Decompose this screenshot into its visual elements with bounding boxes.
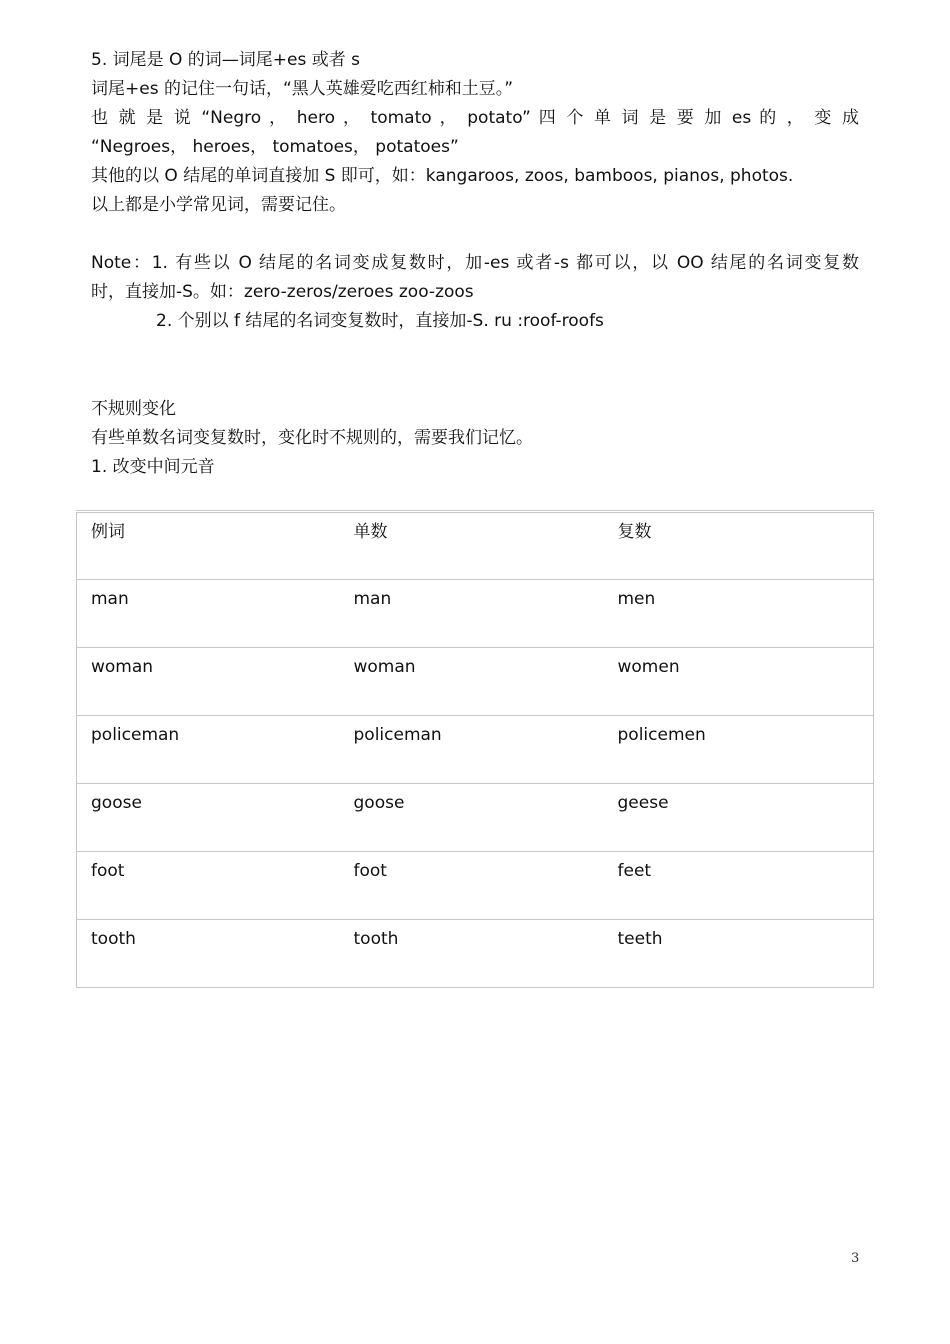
singular-cell: goose <box>340 784 604 852</box>
plural-cell: men <box>604 580 874 648</box>
example-word-cell: tooth <box>91 929 136 949</box>
section-5-heading: 5. 词尾是 O 的词—词尾+es 或者 s <box>91 50 361 70</box>
irregular-intro: 有些单数名词变复数时，变化时不规则的，需要我们记忆。 <box>91 428 533 448</box>
singular-cell: man <box>340 580 604 648</box>
example-word-cell: foot <box>77 852 340 920</box>
mnemonic-sentence: 词尾+es 的记住一句话，“黑人英雄爱吃西红柿和土豆。” <box>91 79 514 99</box>
table-row <box>77 716 874 784</box>
table-row <box>77 648 874 716</box>
table-row <box>77 852 874 920</box>
plural-cell: geese <box>604 784 874 852</box>
header-singular: 单数 <box>340 512 604 580</box>
irregular-plural-table <box>76 510 874 988</box>
header-plural: 复数 <box>604 512 874 580</box>
table-header-row <box>77 512 874 580</box>
note-line-2: 时，直接加-S。如：zero-zeros/zeroes zoo-zoos <box>91 282 474 302</box>
example-word-cell: man <box>77 580 340 648</box>
es-words-line-2: “Negroes， heroes， tomatoes， potatoes” <box>91 137 459 157</box>
plural-cell: women <box>604 648 874 716</box>
example-word-cell: woman <box>77 648 340 716</box>
table-row <box>77 920 874 988</box>
header-example-word: 例词 <box>77 512 340 580</box>
table-row <box>77 784 874 852</box>
note-line-1: Note：1. 有些以 O 结尾的名词变成复数时，加-es 或者-s 都可以，以 OO 结尾的名词变复数 <box>91 253 859 273</box>
remember-note: 以上都是小学常见词，需要记住。 <box>91 195 346 215</box>
other-o-words: 其他的以 O 结尾的单词直接加 S 即可，如：kangaroos, zoos, bamboos, pianos, photos. <box>91 166 794 186</box>
page-number: 3 <box>851 1251 860 1266</box>
plural-cell: policemen <box>604 716 874 784</box>
es-words-line-1: 也 就 是 说 “Negro ， hero ， tomato ， potato” 四 个 单 词 是 要 加 es 的 ， 变 成 <box>91 108 859 128</box>
table-row <box>77 580 874 648</box>
vowel-change-subheading: 1. 改变中间元音 <box>91 457 215 477</box>
example-word-cell: policeman <box>77 716 340 784</box>
irregular-heading: 不规则变化 <box>91 399 176 419</box>
singular-cell: policeman <box>340 716 604 784</box>
plural-cell: feet <box>604 852 874 920</box>
singular-cell: foot <box>340 852 604 920</box>
plural-cell: teeth <box>617 929 663 949</box>
example-word-cell: goose <box>77 784 340 852</box>
note-line-3: 2. 个别以 f 结尾的名词变复数时，直接加-S. ru :roof-roofs <box>156 311 604 331</box>
singular-cell: tooth <box>353 929 399 949</box>
singular-cell: woman <box>340 648 604 716</box>
